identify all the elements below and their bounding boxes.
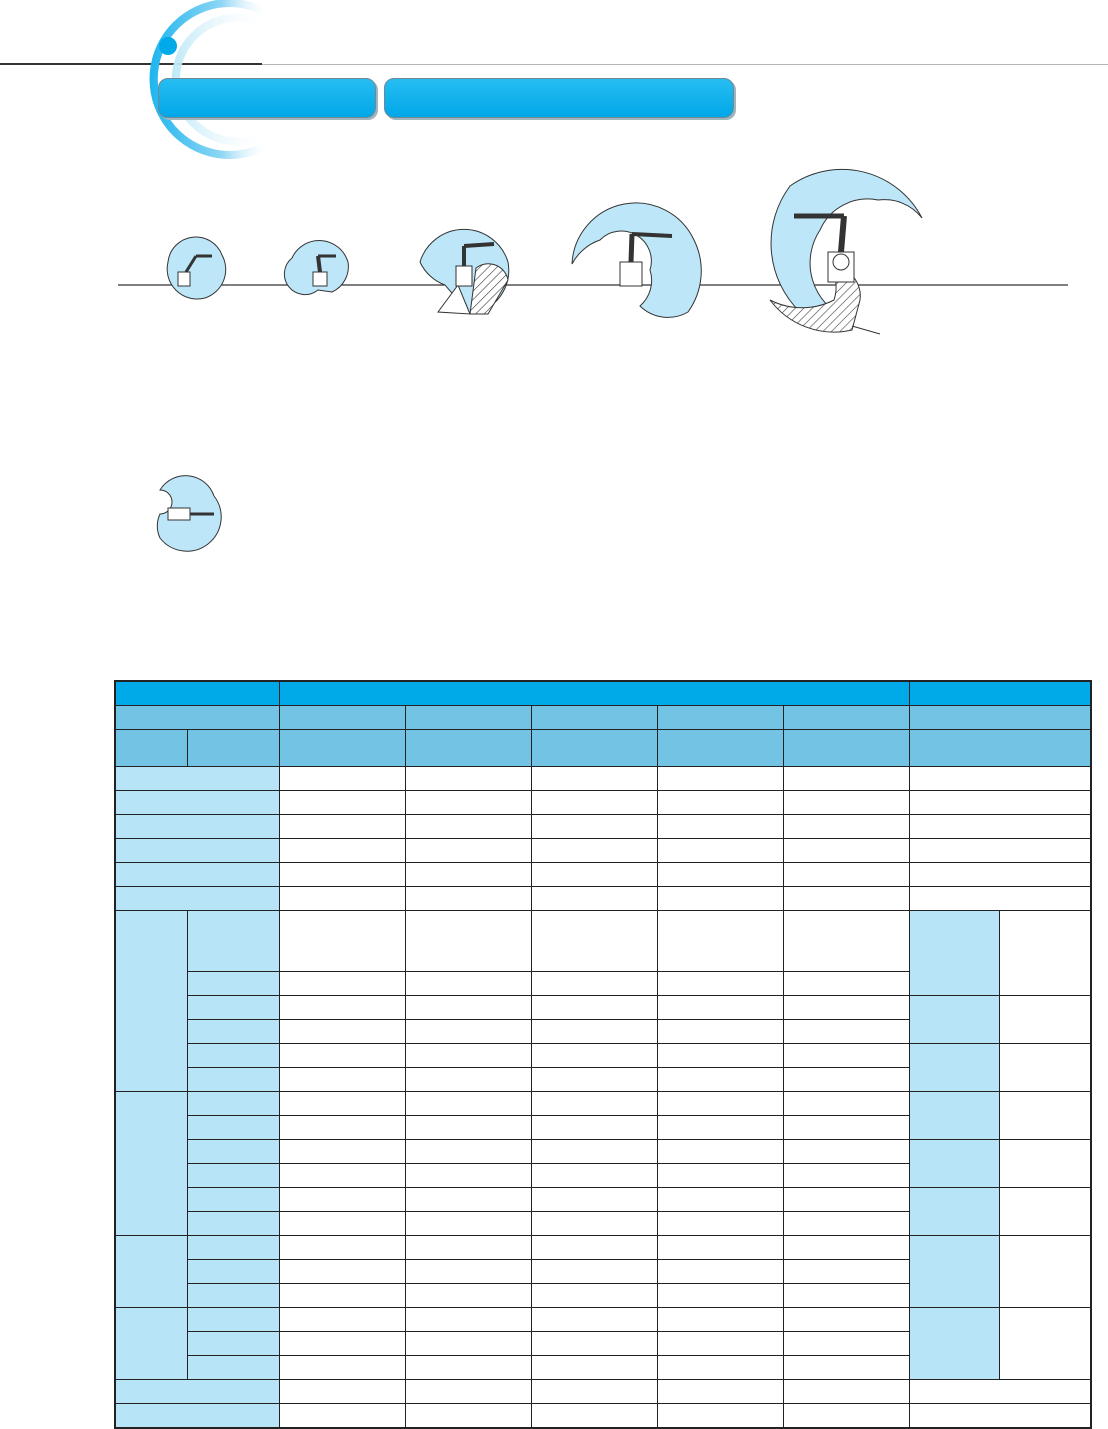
table-cell — [657, 1404, 783, 1429]
table-cell — [657, 1116, 783, 1140]
row-label — [115, 887, 279, 911]
table-cell — [531, 791, 657, 815]
table-cell — [279, 887, 405, 911]
table-cell — [405, 972, 531, 996]
table-cell — [531, 815, 657, 839]
table-cell — [909, 839, 1091, 863]
table-cell — [657, 1188, 783, 1212]
table-row — [115, 863, 1091, 887]
table-header-cell — [909, 730, 1091, 767]
side-label — [909, 1308, 999, 1380]
table-cell — [531, 1212, 657, 1236]
table-header-cell — [115, 730, 187, 767]
table-header-cell — [115, 681, 279, 706]
row-label — [187, 1332, 279, 1356]
table-cell — [279, 1260, 405, 1284]
table-cell — [657, 1380, 783, 1404]
table-header-cell — [115, 706, 279, 730]
table-cell — [783, 1284, 909, 1308]
table-header-cell — [783, 730, 909, 767]
table-cell — [531, 972, 657, 996]
table-cell — [657, 1140, 783, 1164]
table-cell — [783, 1308, 909, 1332]
table-cell — [657, 1356, 783, 1380]
table-cell — [783, 972, 909, 996]
row-label — [115, 767, 279, 791]
table-cell — [531, 1044, 657, 1068]
table-cell — [657, 1164, 783, 1188]
row-label — [187, 1236, 279, 1260]
table-header-row-2 — [115, 706, 1091, 730]
table-cell — [279, 1044, 405, 1068]
table-cell — [783, 1188, 909, 1212]
row-label — [115, 1404, 279, 1429]
table-cell — [405, 1380, 531, 1404]
table-cell — [531, 1236, 657, 1260]
table-cell — [657, 1284, 783, 1308]
side-label — [909, 1236, 999, 1308]
title-pill — [384, 78, 734, 118]
table-cell — [783, 815, 909, 839]
table-cell — [279, 1404, 405, 1429]
table-cell — [531, 767, 657, 791]
row-label — [115, 791, 279, 815]
row-label — [187, 1356, 279, 1380]
table-cell — [531, 1116, 657, 1140]
table-cell — [279, 791, 405, 815]
table-cell — [657, 863, 783, 887]
row-label — [187, 1020, 279, 1044]
side-label — [909, 996, 999, 1044]
table-row — [115, 791, 1091, 815]
row-label — [187, 1044, 279, 1068]
table-cell — [657, 815, 783, 839]
table-cell — [405, 1404, 531, 1429]
table-row — [115, 1044, 1091, 1068]
group-label — [115, 1236, 187, 1308]
table-row — [115, 911, 1091, 972]
table-header-cell — [909, 681, 1091, 706]
side-label — [909, 1140, 999, 1188]
table-cell — [531, 1020, 657, 1044]
table-cell — [531, 1260, 657, 1284]
table-cell — [909, 791, 1091, 815]
table-cell — [405, 839, 531, 863]
table-cell — [279, 972, 405, 996]
table-cell — [279, 815, 405, 839]
table-cell — [783, 1116, 909, 1140]
table-cell — [531, 887, 657, 911]
table-header-cell — [531, 730, 657, 767]
table-header-cell — [783, 706, 909, 730]
table-cell — [783, 911, 909, 972]
row-label — [187, 1212, 279, 1236]
side-label — [909, 1092, 999, 1140]
side-value — [999, 1044, 1091, 1092]
table-cell — [783, 1356, 909, 1380]
table-cell — [909, 815, 1091, 839]
row-label — [187, 1164, 279, 1188]
row-label — [187, 1092, 279, 1116]
table-row — [115, 1236, 1091, 1260]
row-label — [187, 1068, 279, 1092]
table-row — [115, 1380, 1091, 1404]
table-cell — [657, 887, 783, 911]
table-cell — [657, 1212, 783, 1236]
table-header-cell — [279, 706, 405, 730]
table-cell — [279, 1020, 405, 1044]
table-cell — [783, 1236, 909, 1260]
table-cell — [279, 863, 405, 887]
table-cell — [531, 1188, 657, 1212]
table-cell — [783, 767, 909, 791]
side-label — [909, 1044, 999, 1092]
table-header-cell — [657, 730, 783, 767]
table-cell — [279, 911, 405, 972]
robot-top-view-envelope — [157, 476, 221, 552]
table-cell — [405, 791, 531, 815]
table-header-cell — [909, 706, 1091, 730]
table-cell — [405, 767, 531, 791]
table-row — [115, 839, 1091, 863]
table-cell — [909, 767, 1091, 791]
table-cell — [531, 1284, 657, 1308]
table-cell — [783, 1068, 909, 1092]
table-header-cell — [279, 681, 909, 706]
side-value — [999, 1140, 1091, 1188]
table-header-cell — [279, 730, 405, 767]
table-cell — [657, 1236, 783, 1260]
group-label — [115, 911, 187, 1092]
table-cell — [405, 1092, 531, 1116]
table-cell — [657, 839, 783, 863]
table-cell — [279, 1212, 405, 1236]
table-cell — [657, 911, 783, 972]
robot-3-envelope — [420, 229, 509, 314]
table-cell — [405, 1020, 531, 1044]
table-cell — [657, 1260, 783, 1284]
table-cell — [657, 1308, 783, 1332]
row-label — [187, 1188, 279, 1212]
row-label — [115, 1380, 279, 1404]
table-header-cell — [187, 730, 279, 767]
table-cell — [279, 1140, 405, 1164]
table-cell — [783, 1212, 909, 1236]
table-row — [115, 1092, 1091, 1116]
table-cell — [783, 791, 909, 815]
table-cell — [405, 1212, 531, 1236]
table-cell — [405, 815, 531, 839]
table-cell — [405, 1116, 531, 1140]
side-value — [999, 911, 1091, 996]
table-cell — [909, 887, 1091, 911]
table-header-cell — [405, 706, 531, 730]
table-cell — [531, 1356, 657, 1380]
table-cell — [783, 1164, 909, 1188]
table-row — [115, 767, 1091, 791]
table-cell — [783, 996, 909, 1020]
table-cell — [531, 1380, 657, 1404]
table-cell — [531, 1092, 657, 1116]
table-cell — [783, 1140, 909, 1164]
table-cell — [405, 1260, 531, 1284]
side-value — [999, 1308, 1091, 1380]
row-label — [187, 996, 279, 1020]
side-value — [999, 996, 1091, 1044]
side-value — [999, 1092, 1091, 1140]
table-cell — [405, 887, 531, 911]
table-cell — [531, 996, 657, 1020]
table-cell — [405, 1140, 531, 1164]
table-cell — [405, 1068, 531, 1092]
table-cell — [531, 839, 657, 863]
table-cell — [657, 972, 783, 996]
robot-4-envelope — [572, 203, 701, 317]
table-cell — [405, 1164, 531, 1188]
table-cell — [783, 887, 909, 911]
table-cell — [279, 839, 405, 863]
table-cell — [531, 1332, 657, 1356]
table-cell — [531, 1308, 657, 1332]
table-cell — [531, 911, 657, 972]
side-label — [909, 1188, 999, 1236]
table-cell — [405, 996, 531, 1020]
table-cell — [279, 1164, 405, 1188]
table-cell — [783, 1260, 909, 1284]
table-cell — [279, 1188, 405, 1212]
table-cell — [909, 1404, 1091, 1429]
row-label — [115, 863, 279, 887]
table-cell — [657, 1332, 783, 1356]
table-cell — [783, 1380, 909, 1404]
table-cell — [531, 863, 657, 887]
table-cell — [783, 1020, 909, 1044]
table-cell — [909, 863, 1091, 887]
robot-5-envelope — [770, 169, 922, 334]
table-cell — [657, 1044, 783, 1068]
table-row — [115, 1404, 1091, 1429]
table-cell — [279, 1284, 405, 1308]
table-cell — [279, 1356, 405, 1380]
row-label — [187, 1260, 279, 1284]
table-cell — [783, 1404, 909, 1429]
table-cell — [783, 839, 909, 863]
robot-2-envelope — [284, 241, 348, 295]
table-cell — [657, 791, 783, 815]
table-cell — [657, 996, 783, 1020]
robot-1-envelope — [167, 237, 226, 299]
table-cell — [531, 1140, 657, 1164]
table-header-cell — [657, 706, 783, 730]
table-cell — [405, 863, 531, 887]
table-cell — [279, 1236, 405, 1260]
table-cell — [657, 767, 783, 791]
side-label — [909, 911, 999, 996]
table-cell — [279, 1092, 405, 1116]
table-cell — [783, 1332, 909, 1356]
row-label — [187, 972, 279, 996]
table-cell — [657, 1020, 783, 1044]
table-cell — [279, 996, 405, 1020]
table-cell — [657, 1068, 783, 1092]
table-row — [115, 815, 1091, 839]
table-cell — [279, 1068, 405, 1092]
table-cell — [279, 1308, 405, 1332]
table-header-cell — [405, 730, 531, 767]
table-cell — [279, 1116, 405, 1140]
table-cell — [405, 1308, 531, 1332]
table-header-row-1 — [115, 681, 1091, 706]
table-cell — [279, 1380, 405, 1404]
table-cell — [531, 1164, 657, 1188]
group-label — [115, 1308, 187, 1380]
table-cell — [531, 1068, 657, 1092]
row-label — [187, 911, 279, 972]
table-row — [115, 887, 1091, 911]
table-cell — [909, 1380, 1091, 1404]
table-row — [115, 1188, 1091, 1212]
side-value — [999, 1188, 1091, 1236]
table-cell — [783, 1092, 909, 1116]
table-cell — [405, 1188, 531, 1212]
group-label — [115, 1092, 187, 1236]
row-label — [187, 1284, 279, 1308]
table-cell — [405, 911, 531, 972]
section-pill — [158, 78, 376, 118]
table-cell — [405, 1284, 531, 1308]
side-value — [999, 1236, 1091, 1308]
table-cell — [405, 1044, 531, 1068]
table-cell — [783, 1044, 909, 1068]
table-header-cell — [531, 706, 657, 730]
table-cell — [279, 1332, 405, 1356]
table-header-row-3 — [115, 730, 1091, 767]
row-label — [115, 839, 279, 863]
row-label — [187, 1308, 279, 1332]
table-cell — [657, 1092, 783, 1116]
table-row — [115, 1140, 1091, 1164]
robot-envelope-diagrams — [0, 160, 1108, 560]
table-cell — [783, 863, 909, 887]
table-cell — [279, 767, 405, 791]
table-cell — [405, 1332, 531, 1356]
table-row — [115, 996, 1091, 1020]
table-cell — [405, 1356, 531, 1380]
spec-table — [114, 680, 1092, 1429]
table-row — [115, 1308, 1091, 1332]
table-cell — [531, 1404, 657, 1429]
row-label — [187, 1140, 279, 1164]
row-label — [187, 1116, 279, 1140]
row-label — [115, 815, 279, 839]
table-cell — [405, 1236, 531, 1260]
